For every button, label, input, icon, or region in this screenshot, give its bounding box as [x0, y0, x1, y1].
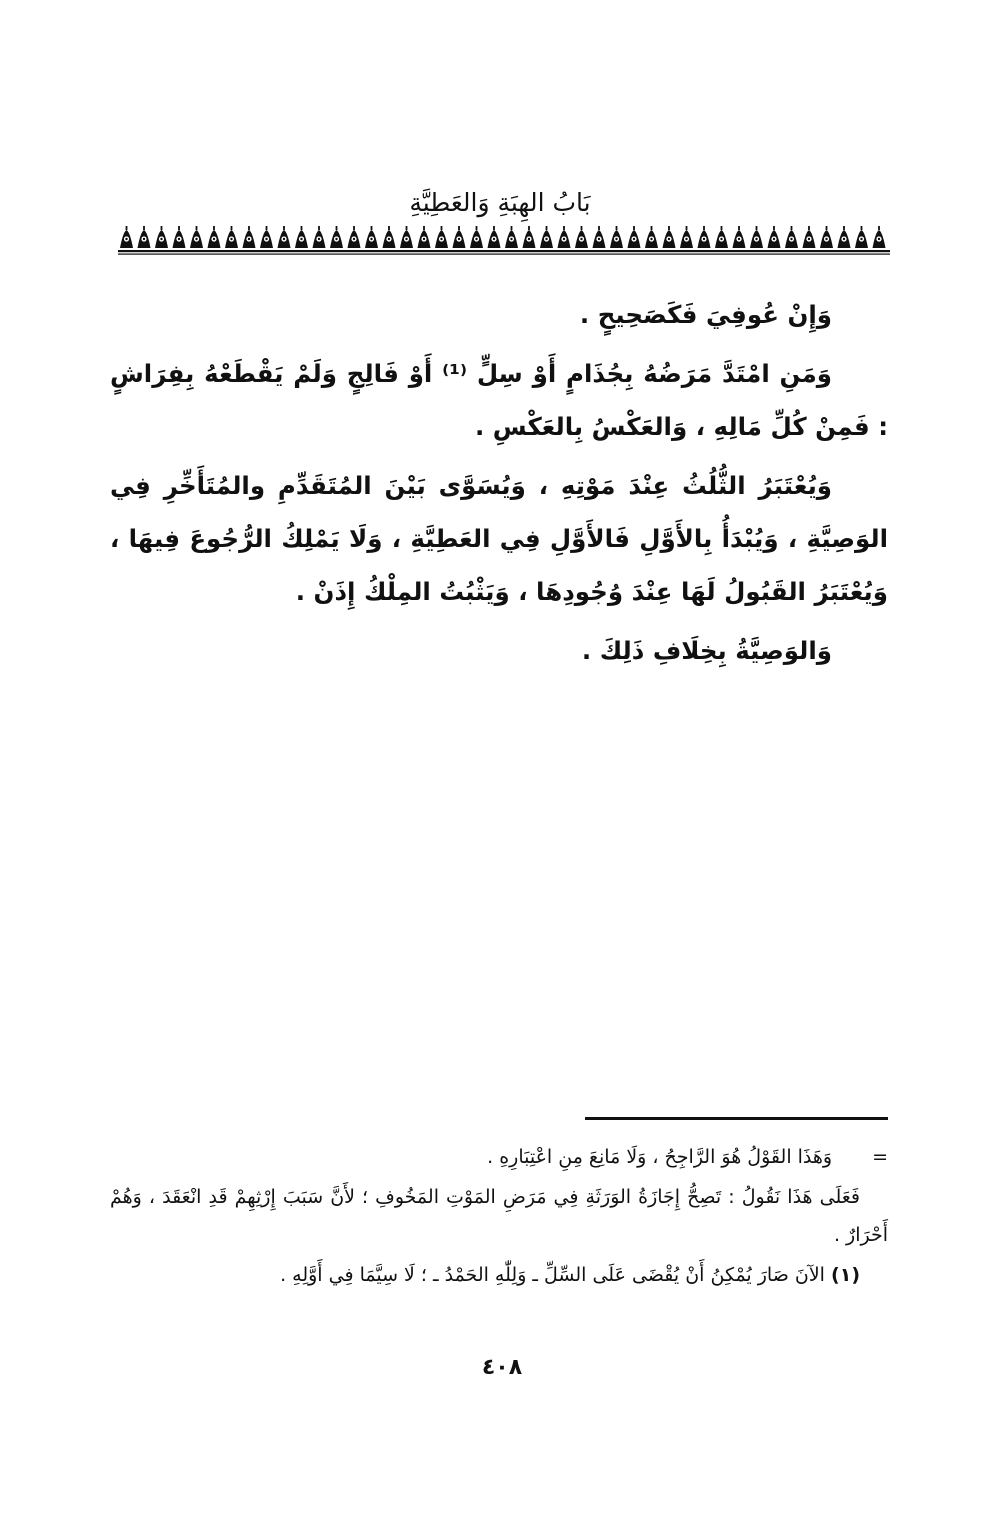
- ornament-motif: [278, 226, 291, 248]
- ornament-motif: [173, 226, 186, 248]
- footnotes: [110, 1138, 888, 1296]
- ornament-motif: [400, 226, 413, 248]
- ornament-border: [118, 226, 890, 256]
- ornament-motif: [628, 226, 641, 248]
- ornament-motif: [715, 226, 728, 248]
- ornament-motif: [523, 226, 536, 248]
- ornament-motif: [680, 226, 693, 248]
- ornament-motif: [540, 226, 553, 248]
- paragraph: وَإِنْ عُوفِيَ فَكَصَحِيحٍ .: [579, 300, 832, 329]
- ornament-motif: [190, 226, 203, 248]
- page-number: ٤٠٨: [481, 1355, 523, 1380]
- ornament-motif: [348, 226, 361, 248]
- ornament-motif: [575, 226, 588, 248]
- ornament-motif: [208, 226, 221, 248]
- ornament-motif: [750, 226, 763, 248]
- ornament-motif: [435, 226, 448, 248]
- ornament-motif: [383, 226, 396, 248]
- ornament-motif: [260, 226, 273, 248]
- paragraph: وَمَنِ امْتَدَّ مَرَضُهُ بِجُذَامٍ أَوْ سِلٍّ ⁽¹⁾ أَوْ فَالِجٍ وَلَمْ يَقْطَعْهُ بِفِرَاشٍ : فَمِنْ كُلِّ مَالِهِ ، وَالعَكْسُ بِالعَكْسِ .: [110, 359, 888, 441]
- footnote-separator: [585, 1117, 888, 1120]
- ornament-motif: [505, 226, 518, 248]
- ornament-motif: [120, 226, 133, 248]
- paragraph: وَيُعْتَبَرُ الثُّلُثُ عِنْدَ مَوْتِهِ ، وَيُسَوَّى بَيْنَ المُتَقَدِّمِ والمُتَأَخِّرِ فِي الوَصِيَّةِ ، وَيُبْدَأُ بِالأَوَّلِ فَالأَوَّلِ فِي العَطِيَّةِ ، وَلَا يَمْلِكُ الرُّجُوعَ فِيهَا ، وَيُعْتَبَرُ القَبُولُ لَهَا عِنْدَ وُجُودِهَا ، وَيَثْبُتُ المِلْكُ إِذَنْ .: [110, 471, 888, 606]
- footnote-1: [110, 1256, 888, 1294]
- footnote-number: (١): [831, 1264, 860, 1286]
- continuation-mark: =: [872, 1146, 888, 1168]
- ornament-motif: [838, 226, 851, 248]
- ornament-motif: [418, 226, 431, 248]
- footnote-text: الآنَ صَارَ يُمْكِنُ أَنْ يُقْضَى عَلَى السِّلِّ ـ وَلِلّٰهِ الحَمْدُ ـ ؛ لَا سِيَّمَا فِي أَوَّلِهِ .: [280, 1264, 825, 1286]
- ornament-motif: [733, 226, 746, 248]
- ornament-motif: [470, 226, 483, 248]
- ornament-motif: [593, 226, 606, 248]
- paragraph: وَالوَصِيَّةُ بِخِلَافِ ذَلِكَ .: [581, 636, 832, 665]
- ornament-motif: [243, 226, 256, 248]
- ornament-motif: [365, 226, 378, 248]
- chapter-title: بَابُ الهِبَةِ وَالعَطِيَّةِ: [409, 188, 591, 217]
- ornament-motif: [295, 226, 308, 248]
- footnote-paragraph: فَعَلَى هَذَا نَقُولُ : تَصِحُّ إِجَازَةُ الوَرَثَةِ فِي مَرَضِ المَوْتِ المَخُوفِ ؛ لأَنَّ سَبَبَ إِرْثِهِمْ قَدِ انْعَقَدَ ، وَهُمْ أَحْرَارٌ .: [110, 1186, 888, 1246]
- ornament-motif: [558, 226, 571, 248]
- ornament-motif: [645, 226, 658, 248]
- ornament-motif: [855, 226, 868, 248]
- ornament-motif: [488, 226, 501, 248]
- ornament-motif: [155, 226, 168, 248]
- ornament-motif: [820, 226, 833, 248]
- ornament-motif: [225, 226, 238, 248]
- ornament-motif: [138, 226, 151, 248]
- footnote-continuation: [110, 1138, 888, 1176]
- ornament-motif: [785, 226, 798, 248]
- footnote-text: وَهَذَا القَوْلُ هُوَ الرَّاجِحُ ، وَلَا مَانِعَ مِنِ اعْتِبَارِهِ .: [487, 1146, 833, 1168]
- ornament-motif: [768, 226, 781, 248]
- ornament-motif: [453, 226, 466, 248]
- ornament-motif: [313, 226, 326, 248]
- ornament-motif: [803, 226, 816, 248]
- ornament-motif: [698, 226, 711, 248]
- ornament-motif: [873, 226, 886, 248]
- ornament-motif: [610, 226, 623, 248]
- ornament-motif: [663, 226, 676, 248]
- main-text-body: [110, 288, 888, 683]
- ornament-motif: [330, 226, 343, 248]
